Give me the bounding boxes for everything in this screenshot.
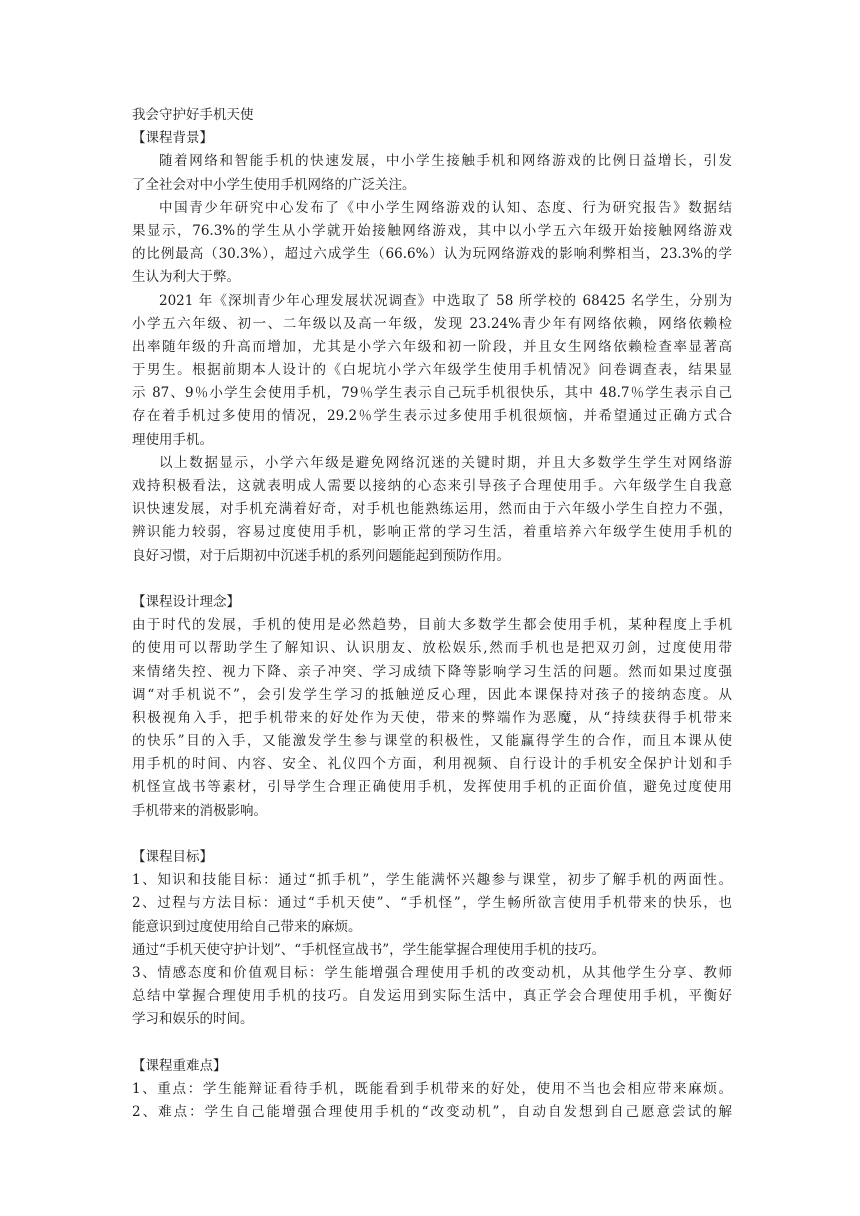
paragraph-line: 中国青少年研究中心发布了《中小学生网络游戏的认知、态度、行为研究报告》数据结 [159,199,732,216]
section-heading-goals: 【课程目标】 [132,849,213,865]
paragraph-line: 随着网络和智能手机的快速发展，中小学生接触手机和网络游戏的比例日益增长，引发 [159,153,732,170]
goal-item: 3、情感态度和价值观目标：学生能增强合理使用手机的改变动机，从其他学生分享、教师 [132,964,732,981]
section-heading-background: 【课程背景】 [132,130,213,147]
paragraph-line: 生认为利大于弊。 [132,269,240,286]
paragraph-line: 小学五六年级、初一、二年级以及高一年级，发现 23.24%青少年有网络依赖，网络依赖检 [132,315,732,332]
paragraph-line: 调“对手机说不”，会引发学生学习的抵触逆反心理，因此本课保持对孩子的接纳态度。从 [132,686,732,703]
difficulty-item: 1、重点：学生能辩证看待手机，既能看到手机带来的好处，使用不当也会相应带来麻烦。 [132,1080,732,1097]
paragraph-line: 戏持积极看法，这就表明成人需要以接纳的心态来引导孩子合理使用手。六年级学生自我意 [132,478,732,494]
paragraph-line: 出率随年级的升高而增加，尤其是小学六年级和初一阶段，并且女生网络依赖检查率显著高 [132,338,732,355]
document-title: 我会守护好手机天使 [132,107,254,123]
goal-item: 总结中掌握合理使用手机的技巧。自发运用到实际生活中，真正学会合理使用手机，平衡好 [132,988,732,1005]
difficulty-item: 2、难点：学生自己能增强合理使用手机的“改变动机”，自动自发想到自己愿意尝试的解 [132,1104,732,1121]
section-spacer [132,1032,732,1055]
paragraph-line: 于男生。根据前期本人设计的《白坭坑小学六年级学生使用手机情况》问卷调查表，结果显 [132,362,732,379]
paragraph-line: 辨识能力较弱，容易过度使用手机，影响正常的学习生活，着重培养六年级学生使用手机的 [132,524,732,541]
section-spacer [132,823,732,846]
goal-item: 2、过程与方法目标：通过“手机天使”、“手机怪”，学生畅所欲言使用手机带来的快乐，也 [132,895,732,912]
paragraph-line: 存在着手机过多使用的情况，29.2％学生表示过多使用手机很烦恼，并希望通过正确方式合 [132,408,732,425]
paragraph-line: 识快速发展，对手机充满着好奇，对手机也能熟练运用，然而由于六年级小学生自控力不强， [132,501,732,518]
paragraph-line: 机怪宣战书等素材，引导学生合理正确使用手机，发挥使用手机的正面价值，避免过度使用 [132,779,732,796]
section-spacer [132,568,732,591]
document-page [132,104,732,1124]
goal-item: 能意识到过度使用给自己带来的麻烦。 [132,918,362,935]
goal-item: 1、知识和技能目标：通过“抓手机”，学生能满怀兴趣参与课堂，初步了解手机的两面性。 [132,872,732,889]
paragraph-line: 用手机的时间、内容、安全、礼仪四个方面，利用视频、自行设计的手机安全保护计划和手 [132,756,732,773]
paragraph-line: 示 87、9％小学生会使用手机，79％学生表示自己玩手机很快乐，其中 48.7％学生表示自己 [132,385,732,402]
section-heading-difficulties: 【课程重难点】 [132,1057,227,1074]
paragraph-line: 的使用可以帮助学生了解知识、认识朋友、放松娱乐,然而手机也是把双刃剑，过度使用带 [132,640,732,657]
paragraph-line: 理使用手机。 [132,431,213,448]
paragraph-line: 手机带来的消极影响。 [132,802,267,819]
paragraph-line: 来情绪失控、视力下降、亲子冲突、学习成绩下降等影响学习生活的问题。然而如果过度强 [132,663,732,680]
goal-item: 学习和娱乐的时间。 [132,1011,254,1028]
paragraph-line: 2021 年《深圳青少年心理发展状况调查》中选取了 58 所学校的 68425 名学生，分别为 [159,292,732,309]
paragraph-line: 的快乐”目的入手，又能激发学生参与课堂的积极性，又能赢得学生的合作，而且本课从使 [132,733,732,750]
goal-item: 通过“手机天使守护计划”、“手机怪宣战书”，学生能掌握合理使用手机的技巧。 [132,941,606,958]
section-heading-design: 【课程设计理念】 [132,593,240,610]
paragraph-line: 积极视角入手，把手机带来的好处作为天使，带来的弊端作为恶魔，从“持续获得手机带来 [132,709,732,726]
paragraph-line: 由于时代的发展，手机的使用是必然趋势，目前大多数学生都会使用手机，某种程度上手机 [132,617,732,634]
paragraph-line: 良好习惯，对于后期初中沉迷手机的系列问题能起到预防作用。 [132,547,510,564]
paragraph-line: 的比例最高（30.3%），超过六成学生（66.6%）认为玩网络游戏的影响利弊相当，23.3%的学 [132,246,732,263]
paragraph-line: 以上数据显示，小学六年级是避免网络沉迷的关键时期，并且大多数学生学生对网络游 [159,454,732,471]
paragraph-line: 果显示，76.3%的学生从小学就开始接触网络游戏，其中以小学五六年级开始接触网络游戏 [132,222,732,239]
paragraph-line: 了全社会对中小学生使用手机网络的广泛关注。 [132,176,416,193]
